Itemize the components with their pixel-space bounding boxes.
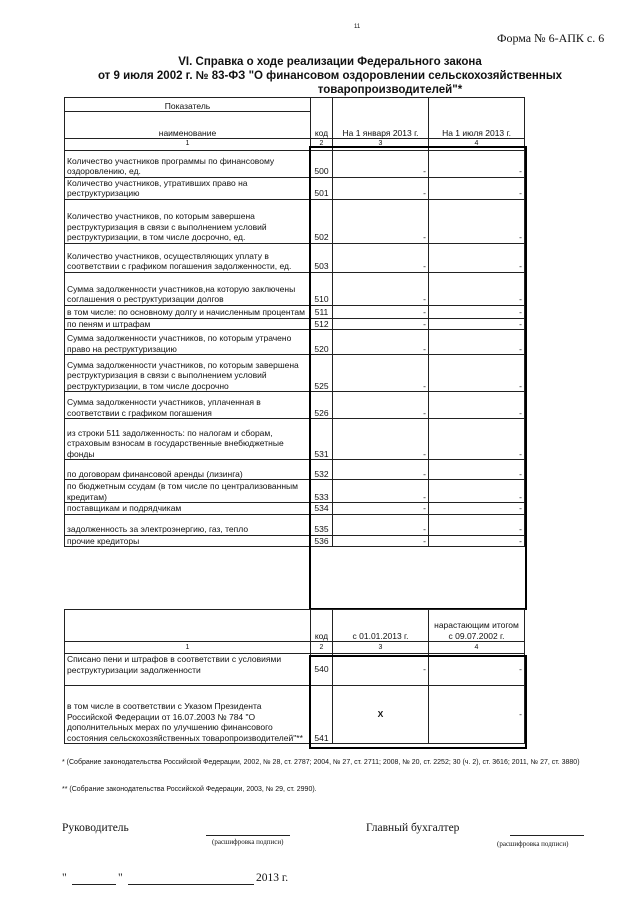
section-title-line3: товаропроизводителей"* bbox=[317, 84, 463, 96]
row-value-jan[interactable]: - bbox=[333, 177, 429, 199]
table-row bbox=[65, 480, 525, 503]
row-label: Сумма задолженности участников, по которым утрачено право на реструктуризацию bbox=[65, 330, 311, 355]
table-row bbox=[65, 514, 525, 535]
row-value-jul[interactable]: - bbox=[429, 199, 525, 243]
header-indicator: Показатель bbox=[65, 98, 311, 112]
apk-table-writeoff bbox=[64, 609, 525, 744]
col-num-1: 1 bbox=[65, 139, 311, 151]
row-value-jul[interactable]: - bbox=[429, 318, 525, 330]
row-value-jul[interactable]: - bbox=[429, 150, 525, 177]
section-title-line2: от 9 июля 2002 г. № 83-ФЗ "О финансовом оздоровлении сельскохозяйственных bbox=[97, 70, 563, 82]
row-label: Списано пени и штрафов в соответствии с условиями реструктуризации задолженности bbox=[65, 654, 311, 686]
footnote-2: ** (Собрание законодательства Российской Федерации, 2003, № 29, ст. 2990). bbox=[62, 786, 317, 793]
row-value-jan[interactable]: - bbox=[333, 480, 429, 503]
row-label: в том числе: по основному долгу и начисленным процентам bbox=[65, 305, 311, 318]
row-code: 525 bbox=[311, 355, 333, 392]
row-code: 535 bbox=[311, 514, 333, 535]
row-value-jan[interactable]: - bbox=[333, 318, 429, 330]
row-value-cumulative[interactable]: - bbox=[429, 686, 525, 744]
row-code: 540 bbox=[311, 654, 333, 686]
row-code: 502 bbox=[311, 199, 333, 243]
row-label: задолженность за электроэнергию, газ, тепло bbox=[65, 514, 311, 535]
table-row bbox=[65, 503, 525, 515]
row-value-jul[interactable]: - bbox=[429, 514, 525, 535]
row-code: 520 bbox=[311, 330, 333, 355]
table-row bbox=[65, 330, 525, 355]
page-number: 11 bbox=[354, 24, 361, 30]
row-label: Сумма задолженности участников, по которым завершена реструктуризация в связи с выполнением условий реструктуризации, в том числе досрочно bbox=[65, 355, 311, 392]
accountant-signature-line[interactable] bbox=[510, 835, 584, 836]
row-label: Сумма задолженности участников, уплаченная в соответствии с графиком погашения bbox=[65, 392, 311, 419]
accountant-signature-label: Главный бухгалтер bbox=[366, 822, 460, 834]
col2-num-1: 1 bbox=[65, 642, 311, 654]
form-label: Форма № 6-АПК с. 6 bbox=[497, 31, 605, 45]
head-signature-label: Руководитель bbox=[62, 822, 129, 834]
table-row bbox=[65, 392, 525, 419]
col2-num-3: 3 bbox=[333, 642, 429, 654]
row-label: в том числе в соответствии с Указом Президента Российской Федерации от 16.07.2003 № 784 "О дополнительных мерах по улучшению финансового состояния сельскохозяйственных товаропроизводителей"** bbox=[65, 686, 311, 744]
row-code: 503 bbox=[311, 243, 333, 272]
apk-table-main bbox=[64, 97, 525, 547]
table-row bbox=[65, 199, 525, 243]
table-row bbox=[65, 272, 525, 305]
row-label: Сумма задолженности участников,на которую заключены соглашения о реструктуризации долгов bbox=[65, 272, 311, 305]
date-quote-open: " bbox=[62, 872, 67, 884]
row-value-jan[interactable]: - bbox=[333, 460, 429, 480]
row-code: 511 bbox=[311, 305, 333, 318]
row-code: 533 bbox=[311, 480, 333, 503]
row-label: Количество участников, по которым завершена реструктуризация в связи с выполнением условий реструктуризации, в том числе досрочно, ед. bbox=[65, 199, 311, 243]
row-value-jul[interactable]: - bbox=[429, 355, 525, 392]
row-code: 534 bbox=[311, 503, 333, 515]
header2-col4: нарастающим итогом с 09.07.2002 г. bbox=[429, 610, 525, 642]
table-row bbox=[65, 318, 525, 330]
header-col3: На 1 января 2013 г. bbox=[333, 98, 429, 139]
row-value-jul[interactable]: - bbox=[429, 419, 525, 460]
header2-code: код bbox=[311, 610, 333, 642]
header-code: код bbox=[311, 98, 333, 139]
header-col4: На 1 июля 2013 г. bbox=[429, 98, 525, 139]
row-value-jan[interactable]: - bbox=[333, 330, 429, 355]
table-row bbox=[65, 355, 525, 392]
col2-num-4: 4 bbox=[429, 642, 525, 654]
row-code: 526 bbox=[311, 392, 333, 419]
row-value-jul[interactable]: - bbox=[429, 535, 525, 547]
table-row bbox=[65, 535, 525, 547]
table-row bbox=[65, 243, 525, 272]
row-code: 510 bbox=[311, 272, 333, 305]
table-row bbox=[65, 305, 525, 318]
row-code: 531 bbox=[311, 419, 333, 460]
row-code: 500 bbox=[311, 150, 333, 177]
row-value-jan[interactable]: - bbox=[333, 355, 429, 392]
row-code: 501 bbox=[311, 177, 333, 199]
row-code: 532 bbox=[311, 460, 333, 480]
date-quote-close: " bbox=[118, 872, 123, 884]
table-row bbox=[65, 686, 525, 744]
table-row bbox=[65, 419, 525, 460]
row-value-jul[interactable]: - bbox=[429, 392, 525, 419]
table-row bbox=[65, 460, 525, 480]
row-label: Количество участников, утративших право на реструктуризацию bbox=[65, 177, 311, 199]
row-value-jul[interactable]: - bbox=[429, 272, 525, 305]
row-value-jan[interactable]: - bbox=[333, 272, 429, 305]
row-value-jan[interactable]: - bbox=[333, 243, 429, 272]
row-label: поставщикам и подрядчикам bbox=[65, 503, 311, 515]
footnote-1: * (Собрание законодательства Российской Федерации, 2002, № 28, ст. 2787; 2004, № 27, ст. 2711; 2008, № 20, ст. 2252; 30 (ч. 2), ст. 3616; 2011, № 27, ст. 3880) bbox=[62, 759, 580, 766]
row-value-jan[interactable]: - bbox=[333, 392, 429, 419]
row-label: прочие кредиторы bbox=[65, 535, 311, 547]
table-row bbox=[65, 150, 525, 177]
row-value-jan[interactable]: - bbox=[333, 514, 429, 535]
head-decode-label: (расшифровка подписи) bbox=[212, 838, 284, 846]
row-label: Количество участников программы по финансовому оздоровлению, ед. bbox=[65, 150, 311, 177]
table-row bbox=[65, 177, 525, 199]
header2-blank bbox=[65, 610, 311, 642]
date-year: 2013 г. bbox=[256, 872, 289, 884]
row-value-jul[interactable]: - bbox=[429, 330, 525, 355]
accountant-decode-label: (расшифровка подписи) bbox=[497, 840, 569, 848]
row-value-jul[interactable]: - bbox=[429, 177, 525, 199]
row-label: по бюджетным ссудам (в том числе по централизованным кредитам) bbox=[65, 480, 311, 503]
header2-col3: с 01.01.2013 г. bbox=[333, 610, 429, 642]
row-label: Количество участников, осуществляющих уплату в соответствии с графиком погашения задолженности, ед. bbox=[65, 243, 311, 272]
header-name: наименование bbox=[65, 112, 311, 139]
row-value-jan[interactable]: - bbox=[333, 150, 429, 177]
row-value-2013[interactable]: X bbox=[333, 686, 429, 744]
section-title-line1: VI. Справка о ходе реализации Федерального закона bbox=[178, 56, 482, 68]
row-value-jul[interactable]: - bbox=[429, 243, 525, 272]
head-signature-line[interactable] bbox=[206, 835, 290, 836]
row-value-jul[interactable]: - bbox=[429, 460, 525, 480]
row-code: 541 bbox=[311, 686, 333, 744]
date-month-line[interactable] bbox=[128, 884, 254, 885]
date-day-line[interactable] bbox=[72, 884, 116, 885]
row-value-jul[interactable]: - bbox=[429, 503, 525, 515]
row-code: 536 bbox=[311, 535, 333, 547]
col-num-3: 3 bbox=[333, 139, 429, 151]
row-value-jan[interactable]: - bbox=[333, 305, 429, 318]
row-value-jan[interactable]: - bbox=[333, 419, 429, 460]
row-label: по пеням и штрафам bbox=[65, 318, 311, 330]
col2-num-2: 2 bbox=[311, 642, 333, 654]
col-num-4: 4 bbox=[429, 139, 525, 151]
row-value-jan[interactable]: - bbox=[333, 503, 429, 515]
row-value-2013[interactable]: - bbox=[333, 654, 429, 686]
col-num-2: 2 bbox=[311, 139, 333, 151]
table-row bbox=[65, 654, 525, 686]
row-value-cumulative[interactable]: - bbox=[429, 654, 525, 686]
row-code: 512 bbox=[311, 318, 333, 330]
row-value-jan[interactable]: - bbox=[333, 199, 429, 243]
row-value-jul[interactable]: - bbox=[429, 305, 525, 318]
row-value-jul[interactable]: - bbox=[429, 480, 525, 503]
row-label: из строки 511 задолженность: по налогам и сборам, страховым взносам в государственные внебюджетные фонды bbox=[65, 419, 311, 460]
row-value-jan[interactable]: - bbox=[333, 535, 429, 547]
row-label: по договорам финансовой аренды (лизинга) bbox=[65, 460, 311, 480]
